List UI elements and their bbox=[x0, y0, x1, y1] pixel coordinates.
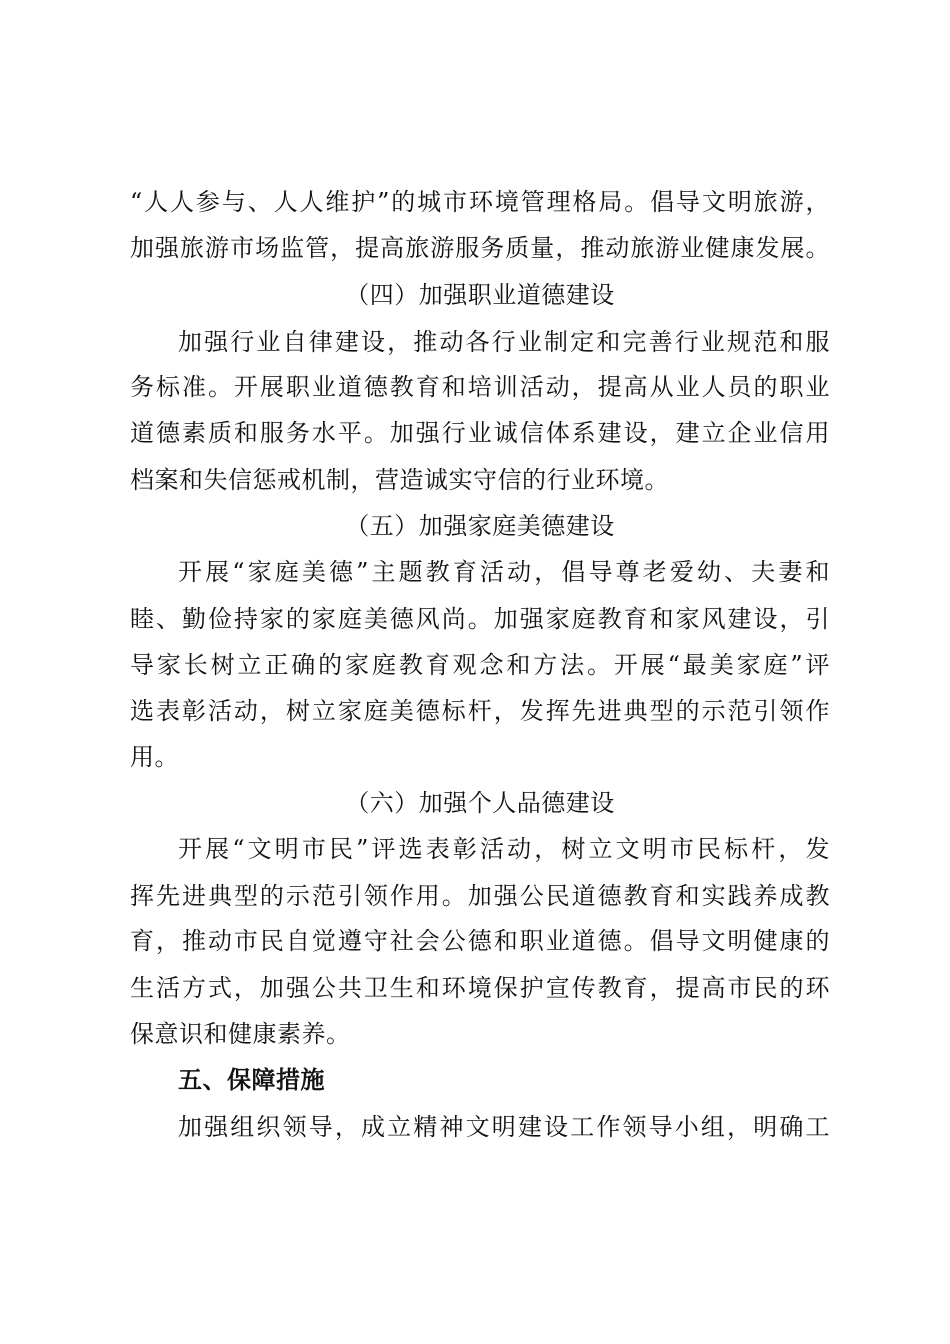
paragraph-line: 育，推动市民自觉遵守社会公德和职业道德。倡导文明健康的 bbox=[130, 927, 830, 955]
paragraph-line: 加强行业自律建设，推动各行业制定和完善行业规范和服 bbox=[178, 328, 830, 356]
subsection-heading-6: （六）加强个人品德建设 bbox=[345, 789, 615, 817]
paragraph-line: 道德素质和服务水平。加强行业诚信体系建设，建立企业信用 bbox=[130, 419, 830, 447]
paragraph-line: 保意识和健康素养。 bbox=[130, 1020, 351, 1048]
paragraph-line: 务标准。开展职业道德教育和培训活动，提高从业人员的职业 bbox=[130, 373, 830, 401]
paragraph-line: 加强旅游市场监管，提高旅游服务质量，推动旅游业健康发展。 bbox=[130, 234, 830, 262]
subsection-heading-5: （五）加强家庭美德建设 bbox=[345, 512, 615, 540]
paragraph-line: 档案和失信惩戒机制，营造诚实守信的行业环境。 bbox=[130, 466, 669, 494]
paragraph-line: 加强组织领导，成立精神文明建设工作领导小组，明确工 bbox=[178, 1113, 830, 1141]
paragraph-line: 开展“家庭美德”主题教育活动，倡导尊老爱幼、夫妻和 bbox=[178, 558, 830, 586]
paragraph-line: 睦、勤俭持家的家庭美德风尚。加强家庭教育和家风建设，引 bbox=[130, 605, 830, 633]
section-heading-5: 五、保障措施 bbox=[178, 1066, 325, 1094]
paragraph-line: “人人参与、人人维护”的城市环境管理格局。倡导文明旅游， bbox=[130, 188, 830, 216]
subsection-heading-4: （四）加强职业道德建设 bbox=[345, 281, 615, 309]
paragraph-line: 导家长树立正确的家庭教育观念和方法。开展“最美家庭”评 bbox=[130, 651, 830, 679]
paragraph-line: 开展“文明市民”评选表彰活动，树立文明市民标杆，发 bbox=[178, 835, 830, 863]
paragraph-line: 挥先进典型的示范引领作用。加强公民道德教育和实践养成教 bbox=[130, 882, 830, 910]
paragraph-line: 选表彰活动，树立家庭美德标杆，发挥先进典型的示范引领作 bbox=[130, 697, 830, 725]
paragraph-line: 生活方式，加强公共卫生和环境保护宣传教育，提高市民的环 bbox=[130, 974, 830, 1002]
paragraph-line: 用。 bbox=[130, 743, 179, 771]
